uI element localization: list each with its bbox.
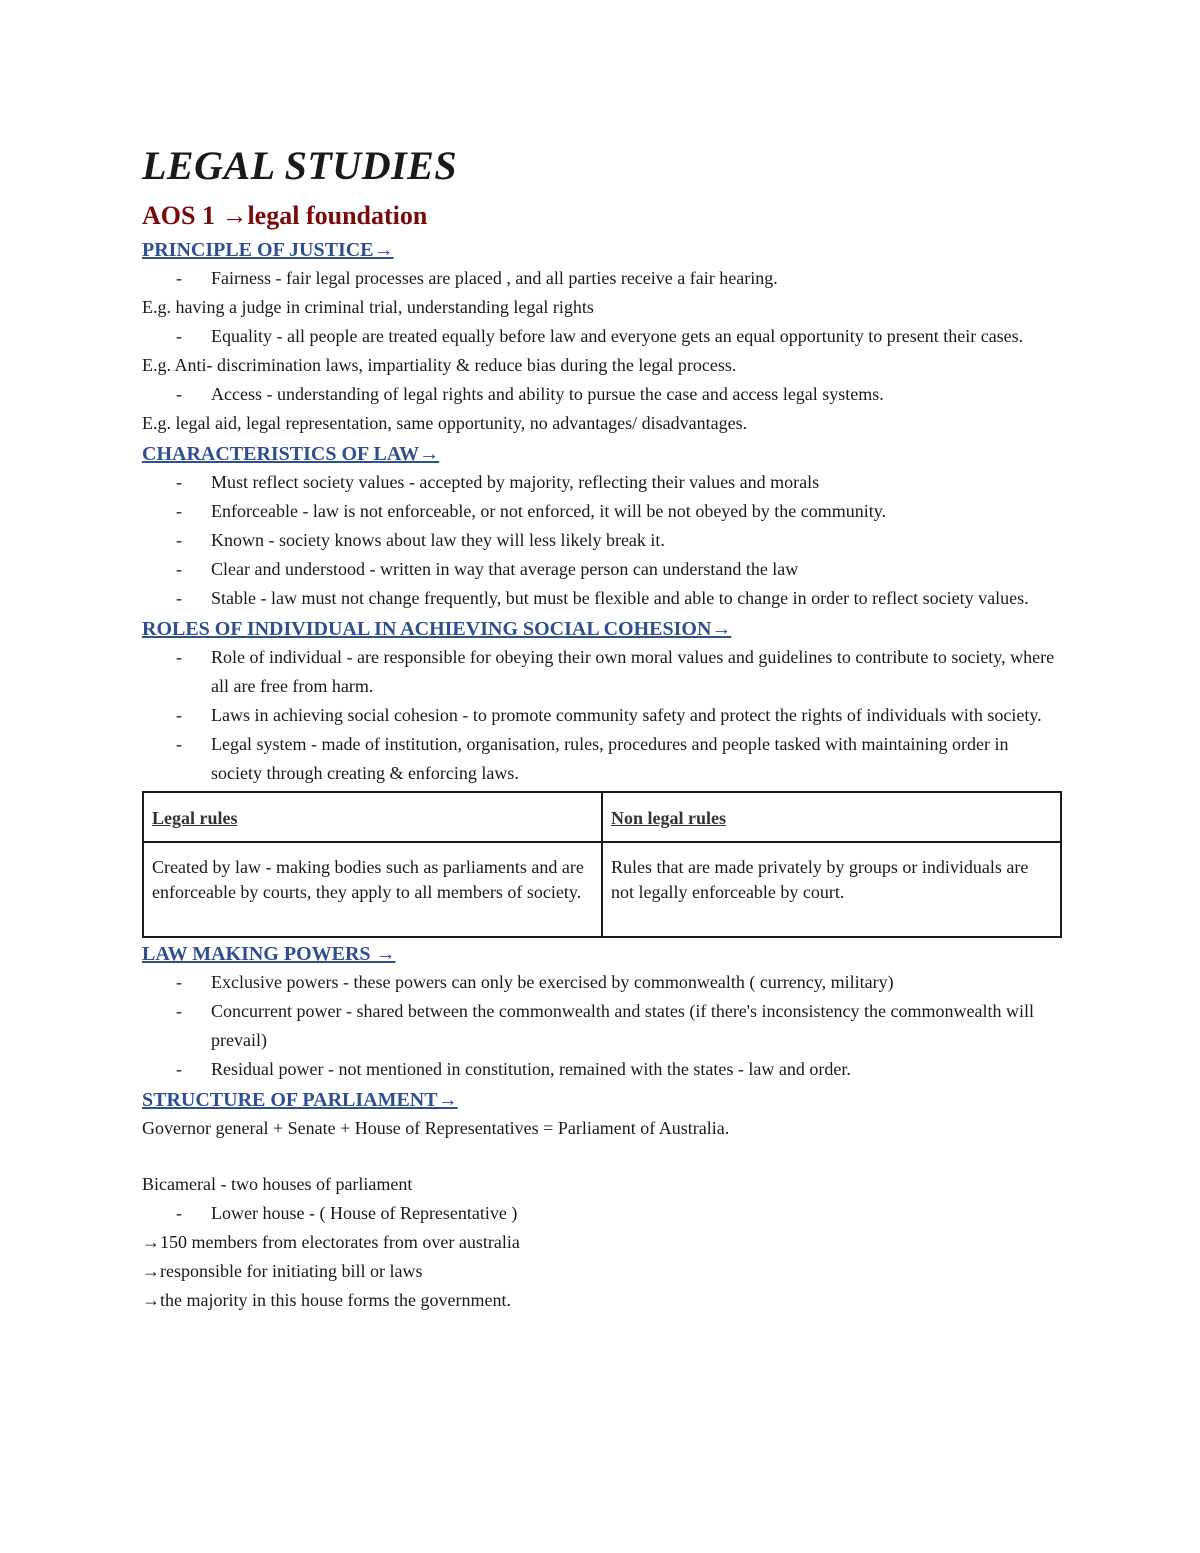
list-item: - Equality - all people are treated equally before law and everyone gets an equal opportunity to present their cases. [142,322,1062,351]
table-header-row [143,792,1061,842]
list-item: - Lower house - ( House of Representative ) [142,1199,1062,1228]
arrow-point: →responsible for initiating bill or laws [142,1261,423,1281]
arrow-point: →the majority in this house forms the government. [142,1290,511,1310]
document-page [142,140,1062,1315]
list-item: - Fairness - fair legal processes are placed , and all parties receive a fair hearing. [142,264,1062,293]
roles-list [142,643,1062,788]
list-item: - Access - understanding of legal rights and ability to pursue the case and access legal systems. [142,380,1062,409]
justice-heading: PRINCIPLE OF JUSTICE→ [142,239,394,261]
bicameral-line: Bicameral - two houses of parliament [142,1174,413,1194]
list-item: - Legal system - made of institution, organisation, rules, procedures and people tasked with maintaining order in society through creating & enforcing laws. [142,730,1062,788]
parliament-heading: STRUCTURE OF PARLIAMENT→ [142,1089,458,1111]
document-title: LEGAL STUDIES [142,143,458,188]
parliament-equation: Governor general + Senate + House of Representatives = Parliament of Australia. [142,1118,730,1138]
characteristics-heading: CHARACTERISTICS OF LAW→ [142,443,440,465]
characteristics-list [142,468,1062,613]
justice-list [142,264,1062,293]
table-cell: Rules that are made privately by groups or individuals are not legally enforceable by court. [602,842,1061,937]
dash-bullet: - [176,647,182,667]
law-making-heading: LAW MAKING POWERS → [142,943,396,965]
equality-example: E.g. Anti- discrimination laws, impartiality & reduce bias during the legal process. [142,355,737,375]
rules-table [142,791,1062,938]
law-making-list [142,968,1062,1084]
dash-bullet: - [176,972,182,992]
table-cell: Created by law - making bodies such as parliaments and are enforceable by courts, they apply to all members of society. [143,842,602,937]
dash-bullet: - [176,384,182,404]
list-item: - Role of individual - are responsible for obeying their own moral values and guidelines to contribute to society, where all are free from harm. [142,643,1062,701]
list-item: - Enforceable - law is not enforceable, or not enforced, it will be not obeyed by the community. [142,497,1062,526]
dash-bullet: - [176,705,182,725]
dash-bullet: - [176,472,182,492]
aos-heading: AOS 1 →legal foundation [142,201,428,230]
dash-bullet: - [176,501,182,521]
dash-bullet: - [176,1059,182,1079]
dash-bullet: - [176,559,182,579]
list-item: - Concurrent power - shared between the commonwealth and states (if there's inconsistency the commonwealth will prevail) [142,997,1062,1055]
arrow-point: →150 members from electorates from over australia [142,1232,520,1252]
dash-bullet: - [176,588,182,608]
dash-bullet: - [176,268,182,288]
house-list [142,1199,1062,1228]
list-item: - Stable - law must not change frequently, but must be flexible and able to change in order to reflect society values. [142,584,1062,613]
roles-heading: ROLES OF INDIVIDUAL IN ACHIEVING SOCIAL COHESION→ [142,618,732,640]
list-item: - Clear and understood - written in way that average person can understand the law [142,555,1062,584]
dash-bullet: - [176,530,182,550]
table-header-cell: Non legal rules [602,792,1061,842]
table-row [143,842,1061,937]
list-item: - Laws in achieving social cohesion - to promote community safety and protect the rights of individuals with society. [142,701,1062,730]
dash-bullet: - [176,734,182,754]
blank-line [142,1143,1062,1170]
list-item: - Residual power - not mentioned in constitution, remained with the states - law and order. [142,1055,1062,1084]
list-item: - Known - society knows about law they will less likely break it. [142,526,1062,555]
dash-bullet: - [176,1001,182,1021]
list-item: - Exclusive powers - these powers can only be exercised by commonwealth ( currency, military) [142,968,1062,997]
dash-bullet: - [176,326,182,346]
fairness-example: E.g. having a judge in criminal trial, understanding legal rights [142,297,594,317]
table-header-cell: Legal rules [143,792,602,842]
list-item: - Must reflect society values - accepted by majority, reflecting their values and morals [142,468,1062,497]
access-example: E.g. legal aid, legal representation, same opportunity, no advantages/ disadvantages. [142,413,748,433]
dash-bullet: - [176,1203,182,1223]
